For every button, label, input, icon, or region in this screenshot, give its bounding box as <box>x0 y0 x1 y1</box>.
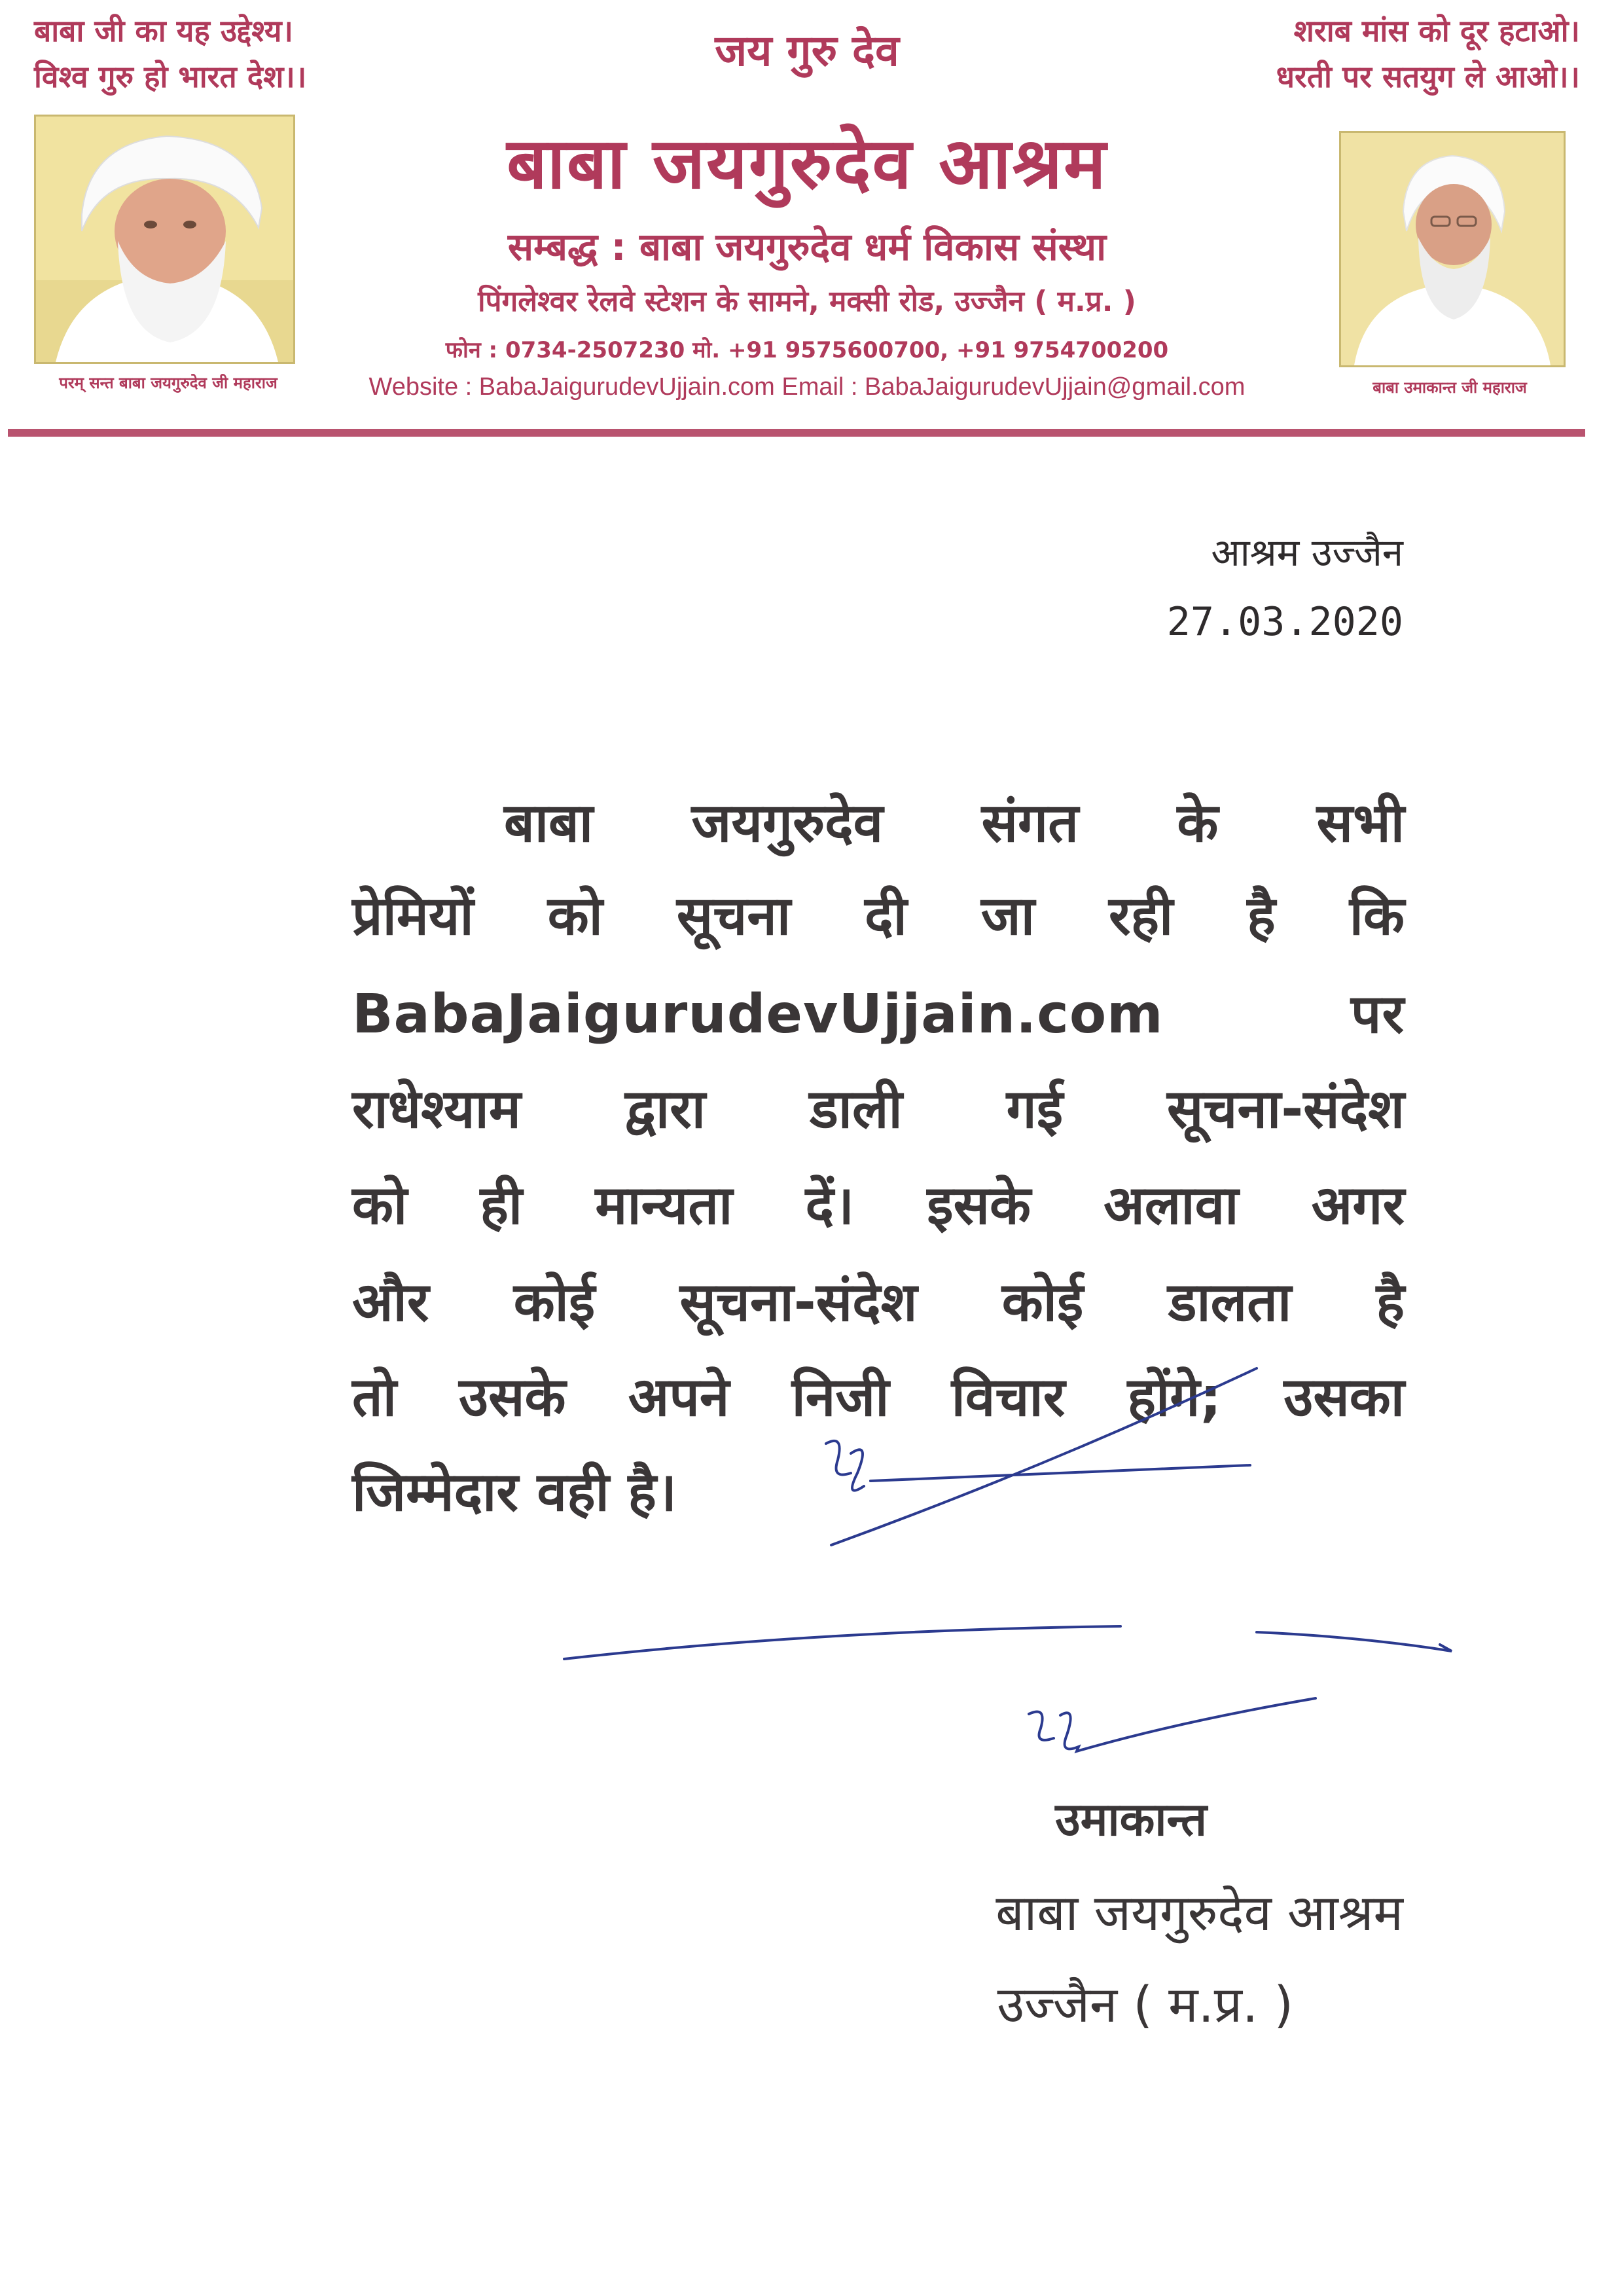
underline-stroke-2 <box>1257 1632 1452 1651</box>
letter-place: आश्रम उज्जैन <box>1211 530 1403 575</box>
signature-mark <box>1029 1698 1316 1751</box>
body-line-7: तो उसके अपने निजी विचार होंगे; उसका <box>352 1366 1405 1429</box>
body-line-5: को ही मान्यता दें। इसके अलावा अगर <box>352 1175 1405 1237</box>
underline-stroke-1 <box>564 1626 1121 1659</box>
initials-mark-1 <box>826 1441 864 1491</box>
ashram-title: बाबा जयगुरुदेव आश्रम <box>507 123 1107 205</box>
body-line-4: राधेश्याम द्वारा डाली गई सूचना-संदेश <box>352 1078 1405 1140</box>
slogan-left-line-2: विश्व गुरु हो भारत देश।। <box>34 59 307 94</box>
strike-stroke-1 <box>831 1368 1257 1545</box>
header-greeting: जय गुरु देव <box>715 26 899 76</box>
affiliation-line: सम्बद्ध : बाबा जयगुरुदेव धर्म विकास संस्था <box>507 225 1107 269</box>
body-line-6: और कोई सूचना-संदेश कोई डालता है <box>352 1271 1405 1334</box>
slogan-left-line-1: बाबा जी का यह उद्देश्य। <box>34 13 293 48</box>
body-line-3: BabaJaigurudevUjjain.com पर <box>352 983 1405 1046</box>
body-line-1: बाबा जयगुरुदेव संगत के सभी <box>504 792 1405 854</box>
address-line: पिंगलेश्वर रेलवे स्टेशन के सामने, मक्सी रोड, उज्जैन ( म.प्र. ) <box>478 285 1136 318</box>
website-email-line: Website : BabaJaigurudevUjjain.com Email : BabaJaigurudevUjjain@gmail.com <box>368 373 1246 401</box>
slogan-right-line-2: धरती पर सतयुग ले आओ।। <box>1276 59 1580 94</box>
slogan-right-line-1: शराब मांस को दूर हटाओ। <box>1293 13 1580 48</box>
body-line-2: प्रेमियों को सूचना दी जा रही है कि <box>352 885 1405 947</box>
signatory-organization: बाबा जयगुरुदेव आश्रम <box>995 1884 1403 1942</box>
phone-line: फोन : 0734-2507230 मो. +91 9575600700, +91 9754700200 <box>445 337 1169 363</box>
body-line-8: जिम्मेदार वही है। <box>352 1461 677 1523</box>
strike-stroke-2 <box>870 1465 1250 1481</box>
letter-date: 27.03.2020 <box>1166 599 1403 645</box>
portrait-right-caption: बाबा उमाकान्त जी महाराज <box>1372 378 1527 397</box>
signatory-name: उमाकान्त <box>1055 1793 1207 1846</box>
signatory-city: उज्जैन ( म.प्र. ) <box>997 1975 1293 2033</box>
portrait-left-caption: परम् सन्त बाबा जयगुरुदेव जी महाराज <box>59 374 278 392</box>
